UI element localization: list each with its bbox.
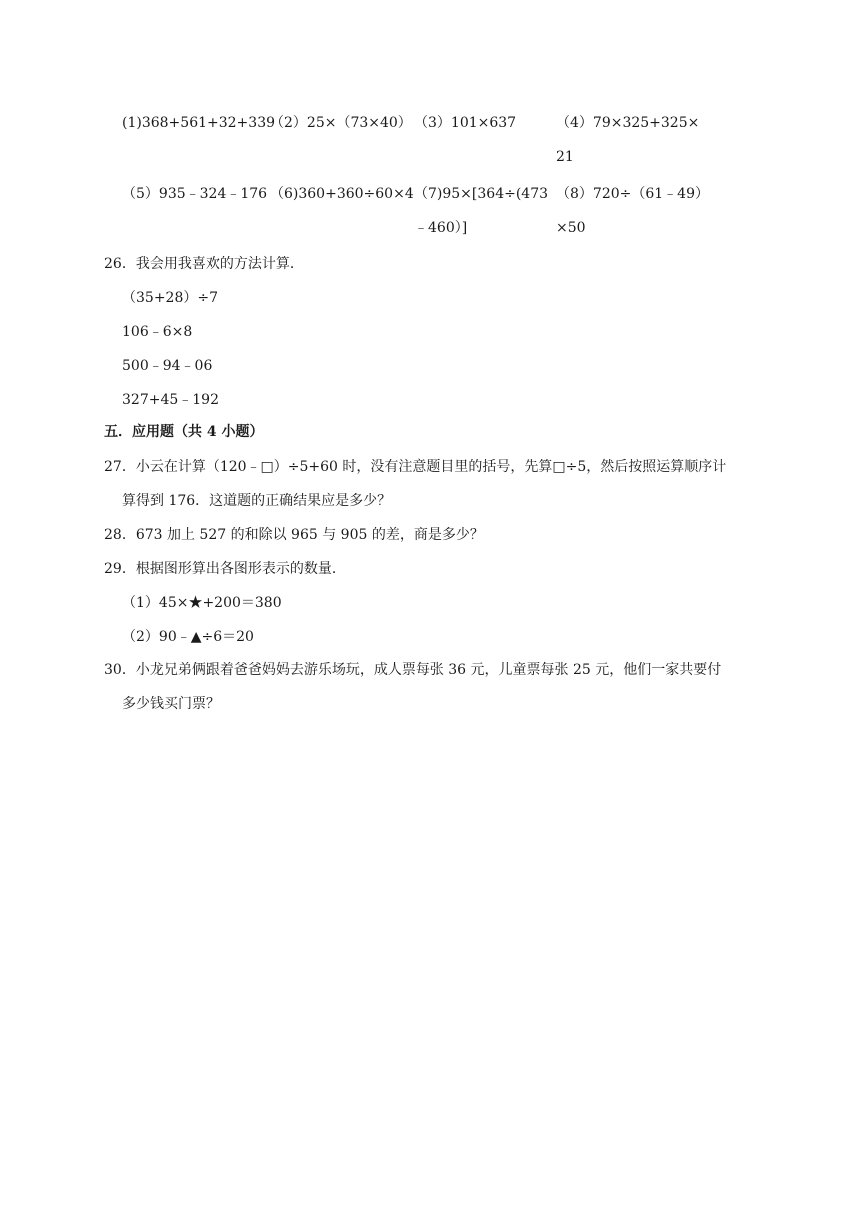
- q26-item-1: （35+28）÷7: [122, 290, 218, 306]
- q25-item-7: （7)95×[364÷(473: [414, 186, 549, 202]
- q29-item-1: （1）45×★+200＝380: [122, 595, 282, 611]
- q25-item-4: （4）79×325+325×: [556, 115, 700, 131]
- q29-title: 29．根据图形算出各图形表示的数量．: [104, 561, 346, 577]
- q26-item-3: 500﹣94﹣06: [122, 358, 213, 374]
- q26-item-2: 106﹣6×8: [122, 324, 193, 340]
- q25-item-1: (1)368+561+32+339: [122, 115, 276, 131]
- q30-line-2: 多少钱买门票？: [122, 696, 220, 712]
- q25-item-4-cont: 21: [556, 149, 574, 165]
- q27-line-2: 算得到 176．这道题的正确结果应是多少？: [122, 493, 392, 509]
- q30-line-1: 30．小龙兄弟俩跟着爸爸妈妈去游乐场玩，成人票每张 36 元，儿童票每张 25 元，他们一家共要付: [104, 662, 722, 678]
- q28-text: 28．673 加上 527 的和除以 965 与 905 的差，商是多少？: [104, 527, 484, 543]
- q25-item-5: （5）935﹣324﹣176: [122, 186, 268, 202]
- q25-item-2: （2）25×（73×40）: [270, 115, 412, 131]
- q26-title: 26．我会用我喜欢的方法计算．: [104, 256, 304, 272]
- q25-item-3: （3）101×637: [414, 115, 517, 131]
- q25-item-8: （8）720÷（61﹣49）: [556, 186, 709, 202]
- q25-item-7-cont: ﹣460）]: [414, 220, 468, 236]
- q26-item-4: 327+45﹣192: [122, 392, 219, 408]
- q27-line-1: 27．小云在计算（120﹣□）÷5+60 时，没有注意题目里的括号，先算□÷5，然后按照运算顺序计: [104, 459, 727, 475]
- q29-item-2: （2）90﹣▲÷6＝20: [122, 629, 254, 645]
- q25-item-8-cont: ×50: [556, 220, 586, 236]
- q25-item-6: （6)360+360÷60×4: [270, 186, 414, 202]
- section-heading: 五．应用题（共 4 小题）: [104, 424, 264, 440]
